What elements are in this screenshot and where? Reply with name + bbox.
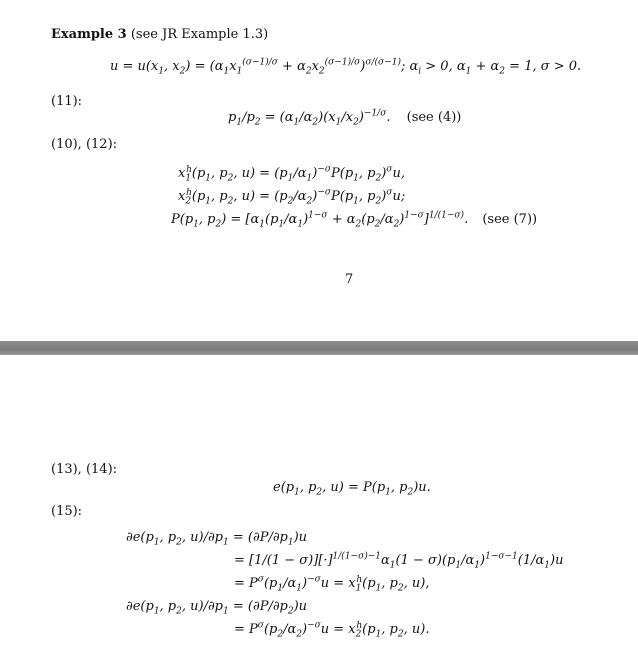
equation-15-line-2: = $[1/(1 - \sigma)][\cdot]^{1/(1-\sigma)-1}\alpha_1(1 - \sigma)(p_1/\alpha_1)^{1-\sigma-1}(1/\alpha_1)u$ <box>234 551 564 571</box>
equation-hicksian-x2: $x_2^h(p_1$, $p_2$, $u) = (p_2/\alpha_2)^{-\sigma}P(p_1$, $p_2)^\sigma u$; <box>178 187 406 207</box>
reference-4: (see (4)) <box>406 110 462 125</box>
example-heading <box>51 28 268 41</box>
label-13-14: (13), (14): <box>51 462 118 477</box>
equation-15-line-3: = $P^\sigma(p_1/\alpha_1)^{-\sigma}u = x_1^h(p_1$, $p_2$, u), <box>234 574 430 594</box>
label-10-12: (10), (12): <box>51 137 118 152</box>
utility-equation: $u = u(x_1$, $x_2) = (\alpha_1x_1^{(\sigma-1)/\sigma} + \alpha_2x_2^{(\sigma-1)/\sigma})^{\sigma/(\sigma-1)}$; $\alpha_i > 0$, $\alpha_1 + \alpha_2 = 1$, σ > 0. <box>110 57 582 77</box>
equation-15-line-4: $\partial e(p_1$, $p_2$, $u)/\partial p_1 = (\partial P/\partial p_2)u$ <box>126 599 308 617</box>
equation-15-line-5: = $P^\sigma(p_2/\alpha_2)^{-\sigma}u = x_2^h(p_1$, $p_2$, u). <box>234 620 430 640</box>
equation-11: $p_1/p_2 = (\alpha_1/\alpha_2)(x_1/x_2)^{-1/\sigma}$. (see (4)) <box>228 108 462 128</box>
equation-15-line-1: $\partial e(p_1$, $p_2$, $u)/\partial p_1 = (\partial P/\partial p_1)u$ <box>126 530 308 548</box>
label-11: (11): <box>51 94 83 109</box>
page-divider <box>0 341 638 355</box>
page-number: 7 <box>345 272 354 287</box>
equation-expenditure: $e(p_1$, $p_2$, $u) = P(p_1$, $p_2)u$. <box>273 480 431 498</box>
equation-hicksian-x1: $x_1^h(p_1$, $p_2$, $u) = (p_1/\alpha_1)^{-\sigma}P(p_1$, $p_2)^\sigma u$, <box>178 164 405 184</box>
equation-price-index: $P(p_1$, $p_2) = [\alpha_1(p_1/\alpha_1)^{1-\sigma} + \alpha_2(p_2/\alpha_2)^{1-\sigma}]^{1/(1-\sigma)}$. (see (7)) <box>171 210 538 230</box>
label-15: (15): <box>51 504 83 519</box>
example-reference: (see JR Example 1.3) <box>130 27 269 42</box>
reference-7: (see (7)) <box>482 212 538 227</box>
page-2 <box>0 355 638 652</box>
example-title: Example 3 <box>51 27 127 42</box>
